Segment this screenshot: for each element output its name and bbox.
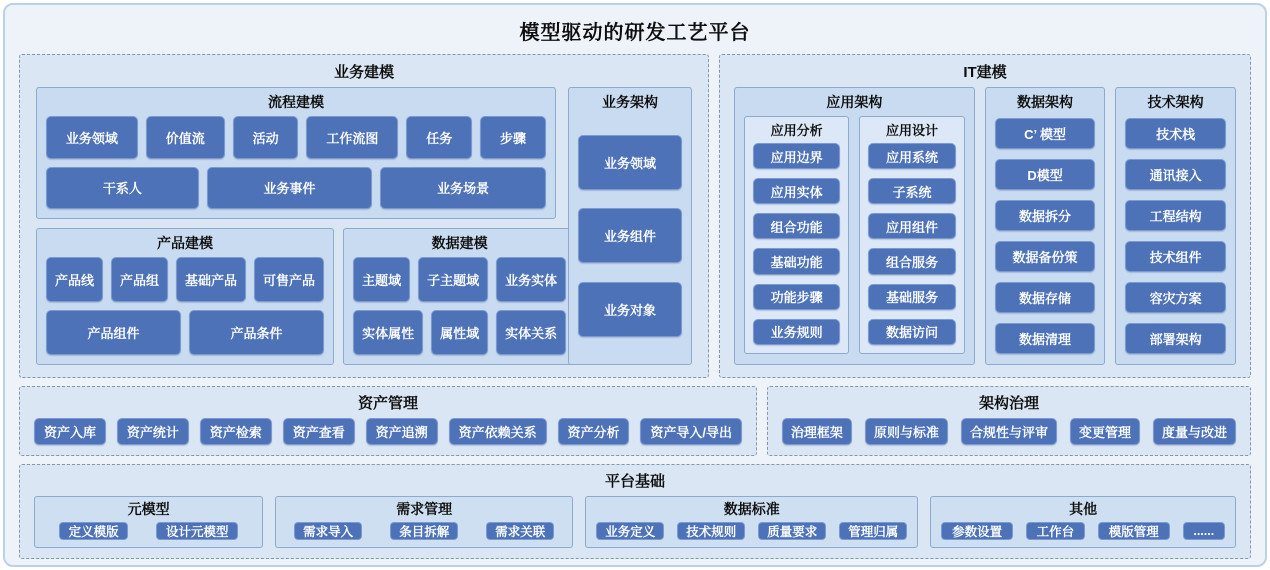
business-modeling-bottom <box>36 228 556 365</box>
section-asset-management-title: 资产管理 <box>357 394 418 412</box>
module-button[interactable]: 主题域 <box>353 257 410 302</box>
box-product-modeling-title: 产品建模 <box>157 235 214 251</box>
section-it-modeling <box>719 54 1251 378</box>
module-button[interactable]: C’ 模型 <box>995 118 1096 149</box>
module-button[interactable]: 可售产品 <box>254 257 324 302</box>
module-button[interactable]: 需求关联 <box>486 522 554 540</box>
module-button[interactable]: 资产检索 <box>200 418 272 445</box>
data-architecture-list <box>995 118 1096 354</box>
module-button[interactable]: 数据清理 <box>995 323 1096 354</box>
module-button[interactable]: 数据备份策 <box>995 241 1096 272</box>
box-meta-model-title: 元模型 <box>127 501 170 517</box>
module-button[interactable]: 应用边界 <box>753 143 840 169</box>
module-button[interactable]: 容灾方案 <box>1125 282 1226 313</box>
process-modeling-rows <box>46 116 546 209</box>
module-button[interactable]: 属性域 <box>431 310 488 355</box>
module-button[interactable]: 数据存储 <box>995 282 1096 313</box>
module-button[interactable]: 管理归属 <box>839 522 907 540</box>
module-button[interactable]: 业务领域 <box>46 116 138 159</box>
module-button[interactable]: 数据访问 <box>868 319 955 345</box>
section-architecture-governance-title: 架构治理 <box>978 394 1039 412</box>
box-data-architecture-title: 数据架构 <box>1017 94 1074 110</box>
module-button[interactable]: 资产追溯 <box>366 418 438 445</box>
section-business-modeling <box>19 54 709 378</box>
subbox-application-analysis <box>744 116 849 354</box>
platform-foundation-row <box>34 496 1236 548</box>
application-design-list <box>868 143 955 345</box>
box-data-modeling <box>343 228 576 365</box>
module-button[interactable]: 资产分析 <box>558 418 630 445</box>
box-business-architecture <box>568 87 692 365</box>
module-button[interactable]: 资产导入/导出 <box>640 418 742 445</box>
module-button[interactable]: 业务对象 <box>578 282 682 337</box>
module-button[interactable]: 资产入库 <box>34 418 106 445</box>
process-modeling-row-1 <box>46 116 546 159</box>
module-button[interactable]: 价值流 <box>146 116 225 159</box>
data-modeling-row-2 <box>353 310 566 355</box>
box-business-architecture-title: 业务架构 <box>602 94 658 110</box>
it-modeling-body <box>734 87 1236 365</box>
process-modeling-row-2 <box>46 167 546 210</box>
technical-architecture-list <box>1125 118 1226 354</box>
module-button[interactable]: 应用实体 <box>753 178 840 204</box>
box-process-modeling <box>36 87 556 219</box>
box-technical-architecture-title: 技术架构 <box>1147 94 1204 110</box>
module-button[interactable]: 设计元模型 <box>156 522 238 540</box>
module-button[interactable]: 应用系统 <box>868 143 955 169</box>
application-analysis-list <box>753 143 840 345</box>
module-button[interactable]: 步骤 <box>480 116 546 159</box>
box-data-standard <box>585 496 918 548</box>
application-architecture-subboxes <box>744 116 965 354</box>
page-title: 模型驱动的研发工艺平台 <box>519 22 751 44</box>
product-modeling-row-2 <box>46 310 324 355</box>
module-button[interactable]: 技术规则 <box>677 522 745 540</box>
subbox-application-design-title: 应用设计 <box>886 123 939 138</box>
module-button[interactable]: 资产统计 <box>117 418 189 445</box>
module-button[interactable]: 子系统 <box>868 178 955 204</box>
module-button[interactable]: 参数设置 <box>941 522 1013 540</box>
module-button[interactable]: 技术组件 <box>1125 241 1226 272</box>
box-application-architecture <box>734 87 975 365</box>
module-button[interactable]: 技术栈 <box>1125 118 1226 149</box>
module-button[interactable]: 工程结构 <box>1125 200 1226 231</box>
module-button[interactable]: 业务实体 <box>496 257 566 302</box>
data-modeling-row-1 <box>353 257 566 302</box>
module-button[interactable]: 业务场景 <box>380 167 546 210</box>
module-button[interactable]: 实体属性 <box>353 310 423 355</box>
module-button[interactable]: D模型 <box>995 159 1096 190</box>
module-button[interactable]: 活动 <box>233 116 299 159</box>
module-button[interactable]: 工作流图 <box>306 116 398 159</box>
module-button[interactable]: 业务规则 <box>753 319 840 345</box>
module-button[interactable]: 质量要求 <box>758 522 826 540</box>
top-row <box>19 54 1251 378</box>
business-modeling-left-column <box>36 87 556 365</box>
product-modeling-rows <box>46 257 324 355</box>
module-button[interactable]: 任务 <box>406 116 472 159</box>
module-button[interactable]: 组合功能 <box>753 213 840 239</box>
module-button[interactable]: 需求导入 <box>294 522 362 540</box>
module-button[interactable]: 通讯接入 <box>1125 159 1226 190</box>
box-technical-architecture <box>1115 87 1236 365</box>
section-platform-foundation-title: 平台基础 <box>604 473 665 490</box>
module-button[interactable]: 业务组件 <box>578 208 682 263</box>
module-button[interactable]: 应用组件 <box>868 213 955 239</box>
module-button[interactable]: 产品组件 <box>46 310 181 355</box>
subbox-application-design <box>859 116 964 354</box>
section-architecture-governance <box>767 386 1251 456</box>
module-button[interactable]: 业务定义 <box>596 522 664 540</box>
section-asset-management <box>19 386 757 456</box>
data-standard-list <box>596 522 907 540</box>
module-button[interactable]: 业务领域 <box>578 135 682 190</box>
module-button[interactable]: 产品条件 <box>189 310 324 355</box>
module-button[interactable]: 资产依赖关系 <box>449 418 547 445</box>
data-modeling-rows <box>353 257 566 355</box>
module-button[interactable]: 定义模版 <box>59 522 128 540</box>
subbox-application-analysis-title: 应用分析 <box>770 123 823 138</box>
module-button[interactable]: 条目拆解 <box>390 522 458 540</box>
box-requirements-management-title: 需求管理 <box>396 501 453 517</box>
module-button[interactable]: 产品线 <box>46 257 103 302</box>
others-list <box>941 522 1225 540</box>
box-others <box>930 496 1236 548</box>
box-data-architecture <box>985 87 1106 365</box>
business-architecture-list <box>578 116 682 356</box>
box-others-title: 其他 <box>1069 501 1098 517</box>
module-button[interactable]: 产品组 <box>111 257 168 302</box>
box-data-standard-title: 数据标准 <box>723 501 780 517</box>
box-requirements-management <box>275 496 573 548</box>
module-button[interactable]: 子主题域 <box>418 257 488 302</box>
module-button[interactable]: 变更管理 <box>1070 418 1140 445</box>
module-button[interactable]: 组合服务 <box>868 248 955 274</box>
module-button[interactable]: 部署架构 <box>1125 323 1226 354</box>
box-meta-model <box>34 496 263 548</box>
middle-row <box>19 386 1251 456</box>
module-button[interactable]: ...... <box>1183 522 1225 540</box>
module-button[interactable]: 业务事件 <box>207 167 373 210</box>
module-button[interactable]: 基础服务 <box>868 284 955 310</box>
module-button[interactable]: 工作台 <box>1026 522 1085 540</box>
architecture-governance-list <box>782 418 1236 445</box>
module-button[interactable]: 实体关系 <box>496 310 566 355</box>
box-process-modeling-title: 流程建模 <box>268 94 324 110</box>
box-application-architecture-title: 应用架构 <box>826 94 883 110</box>
module-button[interactable]: 合规性与评审 <box>961 418 1057 445</box>
diagram-frame <box>3 3 1267 567</box>
module-button[interactable]: 数据拆分 <box>995 200 1096 231</box>
module-button[interactable]: 治理框架 <box>782 418 852 445</box>
module-button[interactable]: 干系人 <box>46 167 199 210</box>
module-button[interactable]: 度量与改进 <box>1153 418 1236 445</box>
box-data-modeling-title: 数据建模 <box>431 235 488 251</box>
section-platform-foundation <box>19 464 1251 559</box>
meta-model-list <box>45 522 252 540</box>
module-button[interactable]: 功能步骤 <box>753 284 840 310</box>
asset-management-list <box>34 418 742 445</box>
section-business-modeling-title: 业务建模 <box>333 64 394 81</box>
module-button[interactable]: 原则与标准 <box>865 418 948 445</box>
module-button[interactable]: 基础产品 <box>176 257 246 302</box>
business-modeling-body <box>36 87 692 365</box>
module-button[interactable]: 模版管理 <box>1098 522 1170 540</box>
module-button[interactable]: 基础功能 <box>753 248 840 274</box>
section-it-modeling-title: IT建模 <box>963 64 1007 81</box>
module-button[interactable]: 资产查看 <box>283 418 355 445</box>
product-modeling-row-1 <box>46 257 324 302</box>
box-product-modeling <box>36 228 334 365</box>
requirements-management-list <box>286 522 562 540</box>
